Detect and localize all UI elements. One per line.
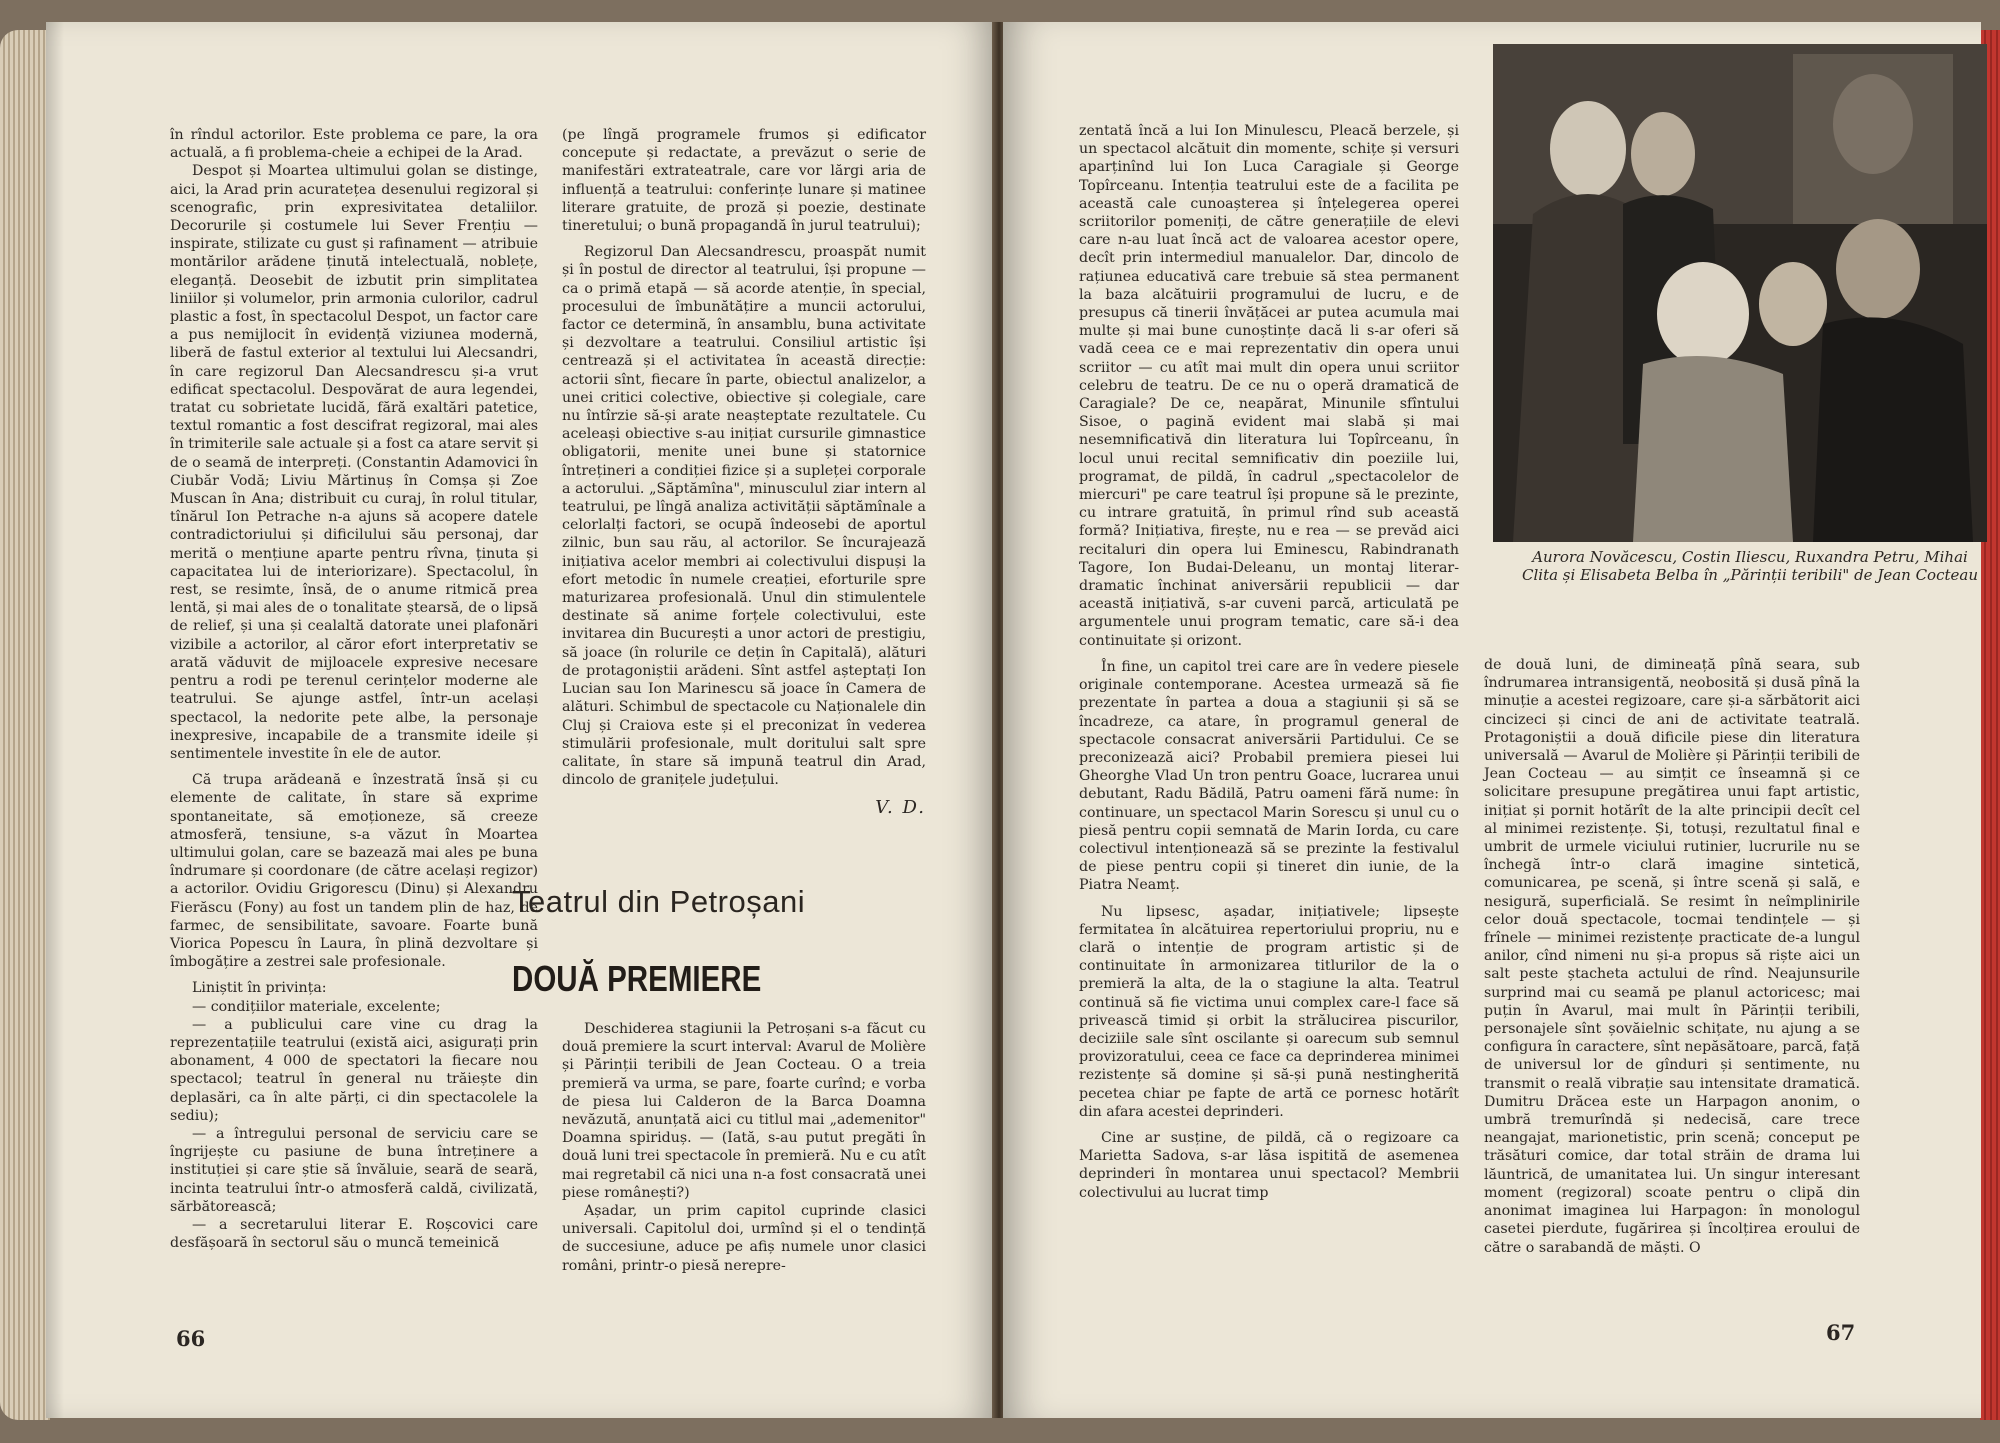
- list-item: — a publicului care vine cu drag la reprezentațiile teatrului (există aici, asigurați prin abonament, 4 000 de spectatori la fiecare nou spectacol; teatrul în general nu trăiește din deplasări, ca în alte părți, ci din spectacolele la sediu);: [170, 1016, 538, 1124]
- paragraph: în rîndul actorilor. Este problema ce pare, la ora actuală, a fi problema-cheie a echipei de la Arad.: [170, 127, 538, 162]
- left-column-2-bottom: [562, 1020, 926, 1275]
- paragraph: (pe lîngă programele frumos și edificator concepute și redactate, a prevăzut o serie de manifestări extrateatrale, care vor lărgi aria de influență a teatrului: conferințe lunare și matinee literare gratuite, de proză și poezie, destinate tineretului; o bună propagandă în jurul teatrului);: [562, 127, 926, 235]
- photo-graphic: [1493, 44, 1987, 542]
- list-item: — a secretarului literar E. Roșcovici care desfășoară în sectorul său o muncă temeinică: [170, 1216, 538, 1252]
- page-number-left: 66: [176, 1326, 206, 1351]
- right-column-1: [1079, 122, 1459, 1202]
- paragraph: Cine ar susține, de pildă, că o regizoare ca Marietta Sadova, s-ar lăsa ispitită de asemenea deprinderi în montarea unui spectacol? Membrii colectivului au lucrat timp: [1079, 1129, 1459, 1201]
- list-item: — a întregului personal de serviciu care se îngrijește cu pasiune de buna întreținere a instituției și care știe să învăluie, seară de seară, incinta teatrului într-o atmosferă caldă, civilizată, sărbătorească;: [170, 1125, 538, 1215]
- page-number-right: 67: [1826, 1320, 1856, 1345]
- paragraph: Nu lipsesc, așadar, inițiativele; lipsește fermitatea în alcătuirea repertoriului propriu, nu e clară o intenție de program artistic și de continuitate în armonizarea titlurilor de la o premieră la alta, de la o stagiune la alta. Teatrul continuă să fie victima unui complex care-l face să privească timid și orbit la strălucirea piscurilor, deciziile sale sînt oscilante și oarecum sub semnul provizoratului, ceea ce face ca deprinderea minimei rezistențe să domine și să-și pună nestingherită pecetea chiar pe fapte de artă ce pornesc hotărît din afara acestei deprinderi.: [1079, 903, 1459, 1120]
- paragraph: Liniștit în privința:: [192, 980, 327, 997]
- paragraph: Despot și Moartea ultimului golan se distinge, aici, la Arad prin acuratețea desenului regizoral și scenografic, prin expresivitatea detaliilor. Decorurile și costumele lui Sever Frențiu — inspirate, stilizate cu gust și rafinament — atribuie montărilor arădene ținută intelectuală, noblețe, eleganță. Deosebit de izbutit prin simplitatea liniilor și volumelor, prin armonia culorilor, cadrul plastic a fost, în spectacolul Despot, un factor care a pus nemijlocit în evidență viziunea modernă, liberă de fastul exterior al textului lui Alecsandri, în care regizorul Dan Alecsandrescu și-a vrut edificat spectacolul. Despovărat de aura legendei, tratat cu sobrietate lucidă, fără exaltări patetice, textul romantic a fost descifrat regizoral, mai ales în trimiterile sale actuale și a fost ca atare servit și de o seamă de interpreți. (Constantin Adamovici în Ciubăr Vodă; Liviu Mărtinuș în Comșa și Zoe Muscan în Ana; distribuit cu curaj, în rolul titular, tînărul Ion Petrache n-a ajuns să acopere datele contradictoriului și dificilului său personaj, dar merită o mențiune aparte pentru rîvna, ținuta și capacitatea lui de interiorizare). Spectacolul, în rest, se resimte, însă, de o anume ritmică prea lentă, și mai ales de o tonalitate ștearsă, de o lipsă de relief, și una și cealaltă datorate unei plafonări vizibile a actorilor, al căror efort interpretativ se arată văduvit de mijloacele expresive necesare pentru a rodi pe terenul cerințelor moderne ale teatrului. Se ajunge astfel, într-un același spectacol, la nedorite pete albe, la personaje inexpresive, incapabile de a transmite ideile și sentimentele investite în ele de autor.: [170, 163, 538, 762]
- page-shade: [46, 22, 64, 1418]
- book-edge-left: [0, 30, 50, 1420]
- paragraph: de două luni, de dimineață pînă seara, sub îndrumarea intransigentă, neobosită și dusă pînă la minuție a acestei regizoare, care și-a sărbătorit aici cincizeci și cinci de ani de activitate teatrală. Protagoniștii a două dificile piese din literatura universală — Avarul de Molière și Părinții teribili de Jean Cocteau — au simțit ce înseamnă și ce solicitare presupune pregătirea unui fapt artistic, inițiat și pornit hotărît de la alte principii decît cel al minimei rezistențe. Și, totuși, rezultatul final e umbrit de urmele viciului rutinier, lucrurile nu se închegă într-o clară imagine sintetică, comunicarea, pe scenă, și între scenă și sală, e nesigură, superficială. Se resimt în neîmplinirile celor două spectacole, tocmai tendințele — și frînele — minimei rezistențe practicate de-a lungul anilor, cînd nimeni nu și-a propus să riște aici un salt peste ștacheta actului de rînd. Neajunsurile surprind mai cu seamă pe planul actoricesc; mai puțin în Avarul, mai mult în Părinții teribili, personajele sînt șovăielnic schițate, nu ajung a se configura în caractere, sînt nepăsătoare, parcă, față de universul lor de gînduri și sentimente, nu transmit o reală vibrație sau intensitate dramatică. Dumitru Drăcea este un Harpagon anonim, o umbră tremurîndă și nedecisă, care trece neangajat, marionetistic, prin scenă; conceput pe trăsături comice, dar total străin de drama lui lăuntrică, de umanitatea lui. Un singur interesant moment (regizoral) scoate pentru o clipă din anonimat imaginea lui Harpagon: în monologul casetei pierdute, fugărirea și încolțirea eroului de către o sarabandă de măști. O: [1484, 657, 1860, 1256]
- right-column-2: [1484, 656, 1860, 1257]
- left-column-1: [170, 126, 538, 1252]
- section-headline: DOUĂ PREMIERE: [512, 958, 762, 999]
- list-item: — condițiilor materiale, excelente;: [192, 998, 441, 1015]
- production-photo: [1493, 44, 1987, 542]
- paragraph: Regizorul Dan Alecsandrescu, proaspăt numit și în postul de director al teatrului, își propune — ca o primă etapă — să acorde atenție, în special, procesului de îmbunătățire a muncii actorului, factor ce determină, în ansamblu, buna activitate și dezvoltare a teatrului. Consiliul artistic își centrează și el activitatea în această direcție: actorii sînt, fiecare în parte, obiectul analizelor, a unei critici colective, obiective și colegiale, care nu întîrzie să-și arate neașteptate rezultatele. Cu aceleași obiective s-au inițiat cursurile gimnastice obligatorii, menite unei bune și statornice întrețineri a condiției fizice și a supleței corporale a actorului. „Săptămîna", minusculul ziar intern al teatrului, pe lîngă analiza activității săptămînale a celorlalți factori, se ocupă îndeosebi de aportul zilnic, bun sau rău, al actorilor. Se încurajează inițiativa acelor membri ai colectivului dispuși la efort metodic în numele creației, eforturile spre maturizarea profesională. Unul din stimulentele destinate să anime forțele colectivului, este invitarea din București a unor actori de prestigiu, să joace (în rolurile ce dețin în Capitală), alături de protagoniștii arădeni. Sînt astfel așteptați Ion Lucian sau Ion Marinescu să joace în Camera de alături. Schimbul de spectacole cu Naționalele din Cluj și Craiova este și el preconizat în vederea stimulării profesionale, mult doritului salt spre calitate, în stare să impună teatrul din Arad, dincolo de granițele județului.: [562, 244, 926, 789]
- paragraph: În fine, un capitol trei care are în vedere piesele originale contemporane. Acestea urmează să fie prezentate în partea a doua a stagiunii și să se încadreze, ca atare, în programul general de spectacole consacrat aniversării Partidului. Ce se preconizează aici? Probabil premiera piesei lui Gheorghe Vlad Un tron pentru Goace, lucrarea unui debutant, Radu Bădilă, Patru oameni fără nume: în continuare, un spectacol Marin Sorescu și unul cu o piesă pentru copii semnată de Marin Iorda, cu care colectivul intenționează să se prezinte la festivalul de piese pentru copii și tineret din iunie, de la Piatra Neamț.: [1079, 658, 1459, 894]
- paragraph: Că trupa arădeană e înzestrată însă și cu elemente de calitate, în stare să exprime spontaneitate, să emoționeze, să creeze atmosferă, tensiune, s-a văzut în Moartea ultimului golan, care se bazează mai ales pe buna îndrumare și coordonare (de către același regizor) a actorilor. Ovidiu Grigorescu (Dinu) și Alexandru Fierăscu (Fony) au fost un tandem plin de haz, de farmec, de sensibilitate, savoare. Foarte bună Viorica Popescu în Laura, în plină dezvoltare și îmbogățire a zestrei sale profesionale.: [170, 772, 538, 971]
- section-title: Teatrul din Petroșani: [512, 884, 806, 919]
- author-signature: V. D.: [875, 797, 926, 819]
- paragraph: Așadar, un prim capitol cuprinde clasici universali. Capitolul doi, urmînd și el o tendință de succesiune, aduce pe afiș numele unor clasici români, printr-o piesă nerepre-: [562, 1203, 926, 1274]
- paragraph: zentată încă a lui Ion Minulescu, Pleacă berzele, și un spectacol alcătuit din momente, schițe și versuri aparținînd lui Ion Luca Caragiale și George Topîrceanu. Intenția teatrului este de a facilita pe această cale cunoașterea și înțelegerea operei scriitorilor pomeniți, de către generațiile de elevi care n-au luat încă act de valoarea acestor opere, decît prin intermediul manualelor. Dar, dincolo de rațiunea educativă care trebuie să stea permanent la baza alcătuirii programului de lucru, e de presupus că tinerii învățăcei ar putea acumula mai multe și mai bune cunoștințe dacă li s-ar oferi să vadă ceea ce e mai reprezentativ din opera unui scriitor — cu atît mai mult din opera unui scriitor celebru de teatru. De ce nu o operă dramatică de Caragiale? De ce, neapărat, Minunile sfîntului Sisoe, o pagină evident mai slabă și mai nesemnificativă din literatura lui Topîrceanu, în locul unui recital semnificativ din poeziile lui, programat, de pildă, în cadrul „spectacolelor de miercuri" pe care teatrul își propune să le prezinte, cu intrare gratuită, în primul rînd sub această formă? Inițiativa, firește, nu e rea — se prevăd aici recitaluri din opera lui Eminescu, Rabindranath Tagore, Ion Budai-Deleanu, un montaj literar-dramatic închinat aniversării republicii — dar această inițiativă, s-ar cuveni parcă, articulată pe argumentele unui program tematic, care să-i dea continuitate și orizont.: [1079, 123, 1459, 649]
- left-column-2: [562, 126, 926, 818]
- photo-caption: Aurora Novăcescu, Costin Iliescu, Ruxandra Petru, Mihai Clita și Elisabeta Belba în „Părinții teribili" de Jean Cocteau: [1522, 548, 1978, 584]
- paragraph: Deschiderea stagiunii la Petroșani s-a făcut cu două premiere la scurt interval: Avarul de Molière și Părinții teribili de Jean Cocteau. O a treia premieră va urma, se pare, foarte curînd; e vorba de piesa lui Calderon de la Barca Doamna nevăzută, anunțată aici cu titlul mai „ademenitor" Doamna spiriduș. — (Iată, s-au putut pregăti în două luni trei spectacole în premieră. Nu e cu atît mai regretabil că nici una n-a fost consacrată unei piese românești?): [562, 1021, 926, 1201]
